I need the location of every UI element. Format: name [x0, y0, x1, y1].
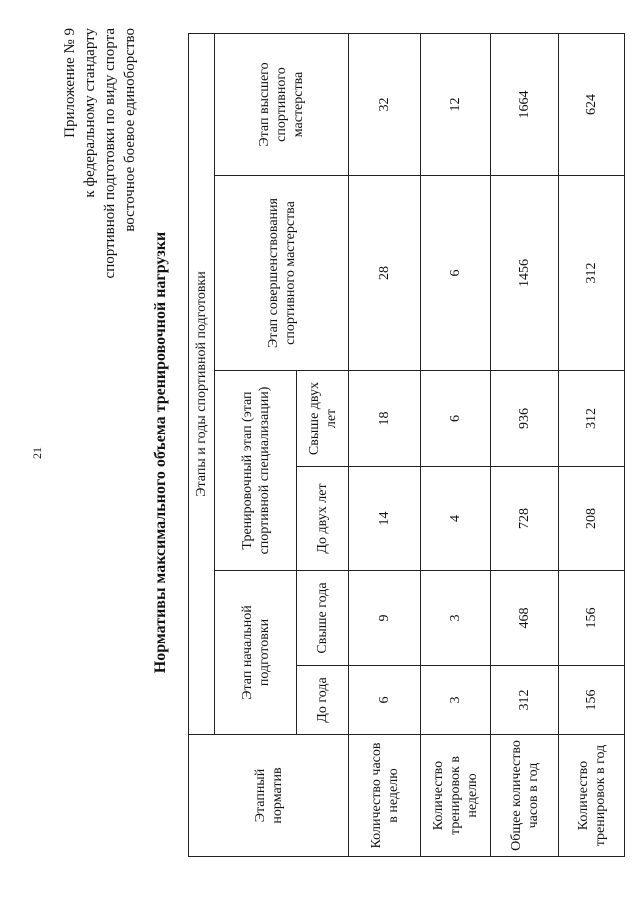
table-cell: 4 — [421, 467, 491, 571]
appendix-line-2: к федеральному стандарту — [82, 28, 98, 198]
row-label: Количество часов в неделю — [349, 735, 421, 857]
table-cell: 312 — [559, 176, 625, 371]
table-cell: 9 — [349, 571, 421, 666]
row-label: Количество тренировок в неделю — [421, 735, 491, 857]
subheader-over-two-years: Свыше двух лет — [297, 371, 349, 467]
table-cell: 156 — [559, 666, 625, 735]
table-cell: 3 — [421, 666, 491, 735]
table-cell: 6 — [421, 371, 491, 467]
table-row — [349, 34, 421, 857]
subheader-up-to-year: До года — [297, 666, 349, 735]
norms-table — [188, 33, 625, 857]
table-row — [491, 34, 559, 857]
table-cell: 3 — [421, 571, 491, 666]
subheader-over-year: Свыше года — [297, 571, 349, 666]
table-cell: 728 — [491, 467, 559, 571]
table-cell: 6 — [421, 176, 491, 371]
table-cell: 28 — [349, 176, 421, 371]
table-cell: 12 — [421, 34, 491, 176]
table-row — [421, 34, 491, 857]
row-label: Количество тренировок в год — [559, 735, 625, 857]
table-cell: 32 — [349, 34, 421, 176]
table-cell: 156 — [559, 571, 625, 666]
table-cell: 6 — [349, 666, 421, 735]
header-training-stage: Тренировочный этап (этап спортивной специализации) — [215, 371, 297, 571]
header-stage-norm: Этапный норматив — [189, 735, 349, 857]
document-title: Нормативы максимального объема тренировочной нагрузки — [152, 231, 169, 674]
table-cell: 208 — [559, 467, 625, 571]
table-cell: 468 — [491, 571, 559, 666]
header-stages-years: Этапы и годы спортивной подготовки — [189, 34, 215, 735]
appendix-line-4: восточное боевое единоборство — [122, 28, 138, 232]
header-perfection-stage: Этап совершенствования спортивного мастерства — [215, 176, 349, 371]
table-cell: 1664 — [491, 34, 559, 176]
appendix-line-3: спортивной подготовки по виду спорта — [102, 28, 118, 279]
table-row — [559, 34, 625, 857]
table-cell: 936 — [491, 371, 559, 467]
table-cell: 624 — [559, 34, 625, 176]
appendix-header — [60, 28, 140, 388]
subheader-up-to-two-years: До двух лет — [297, 467, 349, 571]
page-number: 21 — [30, 447, 44, 459]
appendix-line-1: Приложение № 9 — [62, 28, 78, 138]
table-cell: 1456 — [491, 176, 559, 371]
header-higher-stage: Этап высшего спортивного мастерства — [215, 34, 349, 176]
table-cell: 18 — [349, 371, 421, 467]
table-cell: 312 — [491, 666, 559, 735]
table-cell: 312 — [559, 371, 625, 467]
row-label: Общее количество часов в год — [491, 735, 559, 857]
header-initial-stage: Этап начальной подготовки — [215, 571, 297, 735]
table-cell: 14 — [349, 467, 421, 571]
